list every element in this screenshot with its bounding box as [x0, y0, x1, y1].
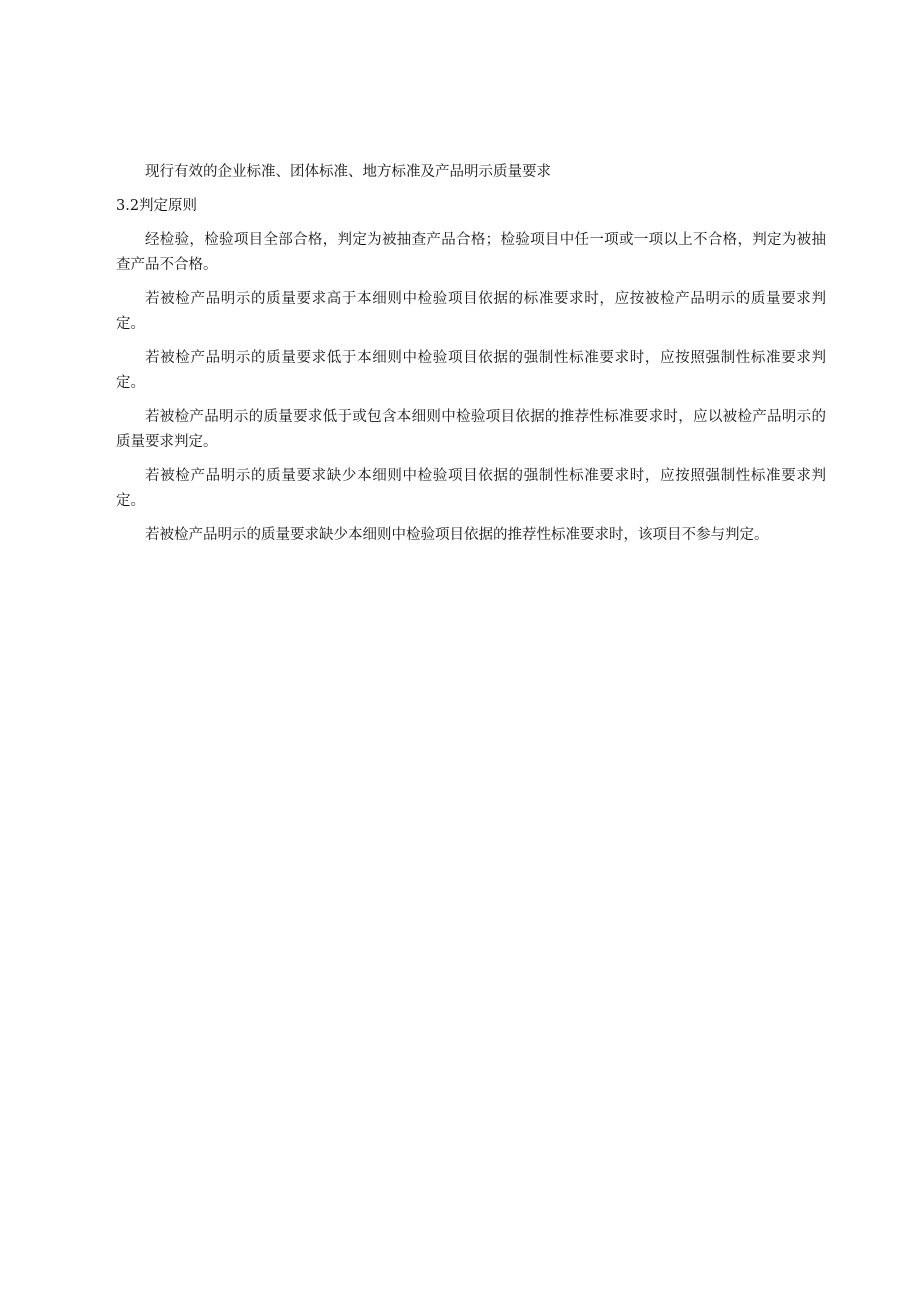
paragraph-3: 若被检产品明示的质量要求低于本细则中检验项目依据的强制性标准要求时，应按照强制性标准要求判定。 [116, 350, 826, 391]
document-body [116, 160, 826, 557]
paragraph-2: 若被检产品明示的质量要求高于本细则中检验项目依据的标准要求时，应按被检产品明示的质量要求判定。 [116, 291, 826, 332]
paragraph-5: 若被检产品明示的质量要求缺少本细则中检验项目依据的强制性标准要求时，应按照强制性标准要求判定。 [116, 468, 826, 509]
paragraph-1: 经检验，检验项目全部合格，判定为被抽查产品合格；检验项目中任一项或一项以上不合格，判定为被抽查产品不合格。 [116, 232, 826, 273]
paragraph-6: 若被检产品明示的质量要求缺少本细则中检验项目依据的推荐性标准要求时，该项目不参与判定。 [145, 527, 769, 543]
section-heading: 3.2判定原则 [116, 198, 198, 214]
paragraph-4: 若被检产品明示的质量要求低于或包含本细则中检验项目依据的推荐性标准要求时，应以被检产品明示的质量要求判定。 [116, 409, 826, 450]
intro-paragraph: 现行有效的企业标准、团体标准、地方标准及产品明示质量要求 [145, 164, 551, 180]
